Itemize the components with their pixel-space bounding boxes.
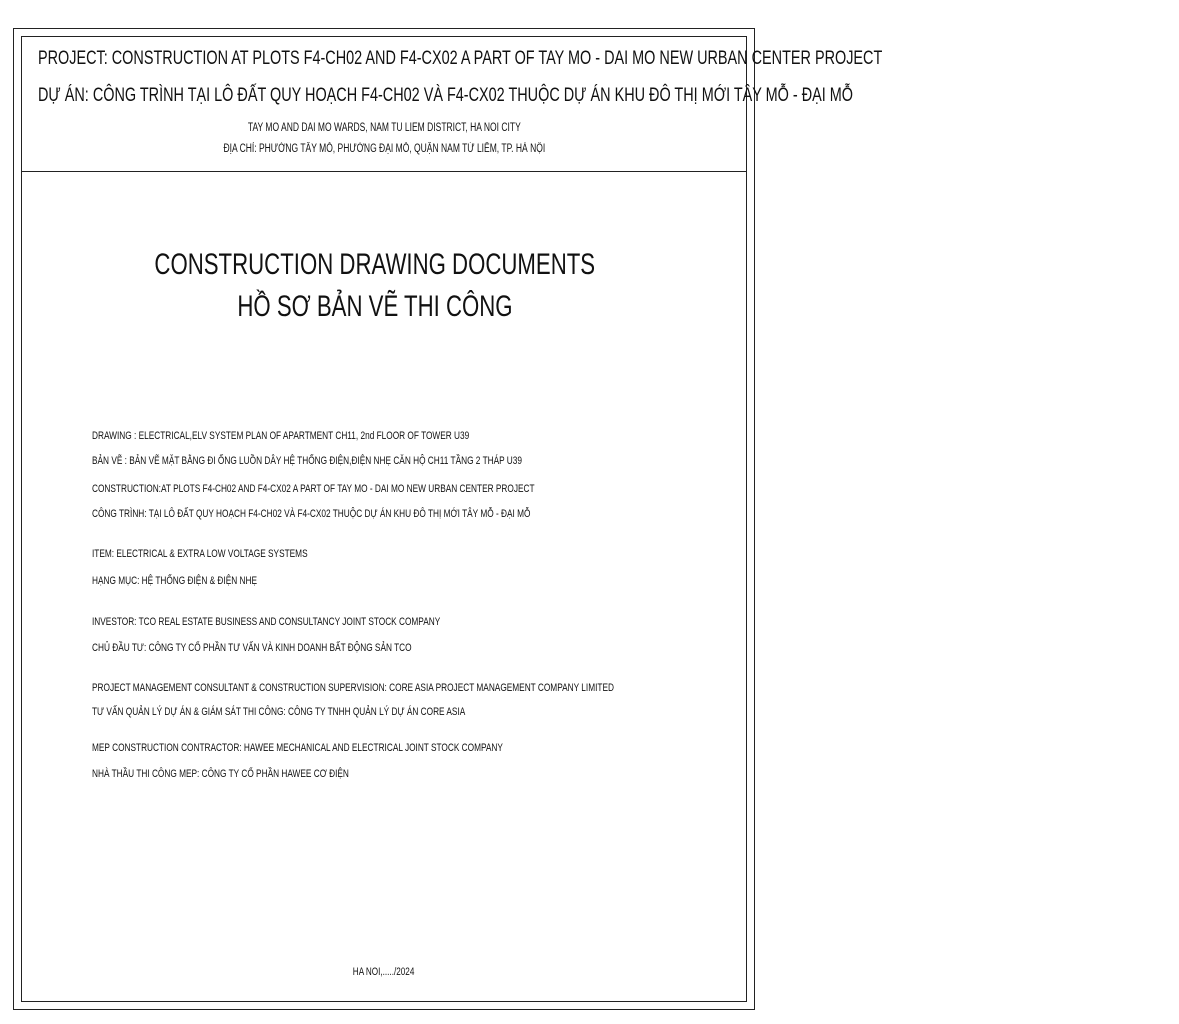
drawing-label-en [92, 430, 602, 442]
construction-label-vi [92, 508, 685, 520]
document-title-vi [0, 290, 750, 324]
place-date [0, 966, 768, 978]
drawing-label-en-text: DRAWING : ELECTRICAL,ELV SYSTEM PLAN OF APARTMENT CH11, 2nd FLOOR OF TOWER U39 [92, 430, 470, 442]
address-vi-text: ĐỊA CHỈ: PHƯỜNG TÂY MỖ, PHƯỜNG ĐẠI MỖ, QUẬN NAM TỪ LIÊM, TP. HÀ NỘI [223, 143, 545, 155]
item-label-vi-text: HẠNG MỤC: HỆ THỐNG ĐIỆN & ĐIỆN NHẸ [92, 575, 257, 587]
item-label-en [92, 548, 383, 560]
document-title-en-text: CONSTRUCTION DRAWING DOCUMENTS [154, 248, 596, 281]
investor-label-vi-text: CHỦ ĐẦU TƯ: CÔNG TY CỔ PHẦN TƯ VẤN VÀ KINH DOANH BẤT ĐỘNG SẢN TCO [92, 642, 412, 654]
document-title-en [0, 248, 750, 282]
place-date-text: HA NOI,...../2024 [353, 966, 415, 978]
investor-label-vi [92, 642, 524, 654]
item-label-vi [92, 575, 315, 587]
contractor-label-vi [92, 768, 439, 780]
construction-label-en-text: CONSTRUCTION:AT PLOTS F4-CH02 AND F4-CX02 A PART OF TAY MO - DAI MO NEW URBAN CENTER PROJECT [92, 483, 535, 495]
document-title-vi-text: HỒ SƠ BẢN VẼ THI CÔNG [237, 290, 513, 323]
address-en-text: TAY MO AND DAI MO WARDS, NAM TU LIEM DISTRICT, HA NOI CITY [247, 122, 521, 134]
investor-label-en [92, 616, 563, 628]
pm-label-vi-text: TƯ VẤN QUẢN LÝ DỰ ÁN & GIÁM SÁT THI CÔNG: CÔNG TY TNHH QUẢN LÝ DỰ ÁN CORE ASIA [92, 706, 466, 718]
pm-label-en [92, 682, 797, 694]
project-title-vi [38, 84, 1139, 107]
pm-label-en-text: PROJECT MANAGEMENT CONSULTANT & CONSTRUCTION SUPERVISION: CORE ASIA PROJECT MANAGEMENT COMPANY LIMITED [92, 682, 614, 694]
project-title-en-text: PROJECT: CONSTRUCTION AT PLOTS F4-CH02 AND F4-CX02 A PART OF TAY MO - DAI MO NEW URBAN CENTER PROJECT [38, 47, 883, 69]
pm-label-vi [92, 706, 596, 718]
contractor-label-en [92, 742, 647, 754]
investor-label-en-text: INVESTOR: TCO REAL ESTATE BUSINESS AND CONSULTANCY JOINT STOCK COMPANY [92, 616, 441, 628]
construction-label-vi-text: CÔNG TRÌNH: TẠI LÔ ĐẤT QUY HOẠCH F4-CH02 VÀ F4-CX02 THUỘC DỰ ÁN KHU ĐÔ THỊ MỚI TÂY MỖ - ĐẠI MỖ [92, 508, 531, 520]
address-vi [0, 143, 768, 155]
address-en [0, 122, 768, 134]
drawing-label-vi [92, 455, 673, 467]
project-title-en [38, 47, 1179, 70]
header-divider [21, 171, 747, 172]
project-title-vi-text: DỰ ÁN: CÔNG TRÌNH TẠI LÔ ĐẤT QUY HOẠCH F4-CH02 VÀ F4-CX02 THUỘC DỰ ÁN KHU ĐÔ THỊ MỚI TÂY MỖ - ĐẠI MỖ [38, 84, 854, 106]
construction-label-en [92, 483, 690, 495]
contractor-label-vi-text: NHÀ THẦU THI CÔNG MEP: CÔNG TY CỔ PHẦN HAWEE CƠ ĐIỆN [92, 768, 349, 780]
drawing-label-vi-text: BẢN VẼ : BẢN VẼ MẶT BẰNG ĐI ỐNG LUỒN DÂY HỆ THỐNG ĐIỆN,ĐIỆN NHẸ CĂN HỘ CH11 TẦNG 2 THÁP U39 [92, 455, 522, 467]
contractor-label-en-text: MEP CONSTRUCTION CONTRACTOR: HAWEE MECHANICAL AND ELECTRICAL JOINT STOCK COMPANY [92, 742, 503, 754]
item-label-en-text: ITEM: ELECTRICAL & EXTRA LOW VOLTAGE SYSTEMS [92, 548, 308, 560]
